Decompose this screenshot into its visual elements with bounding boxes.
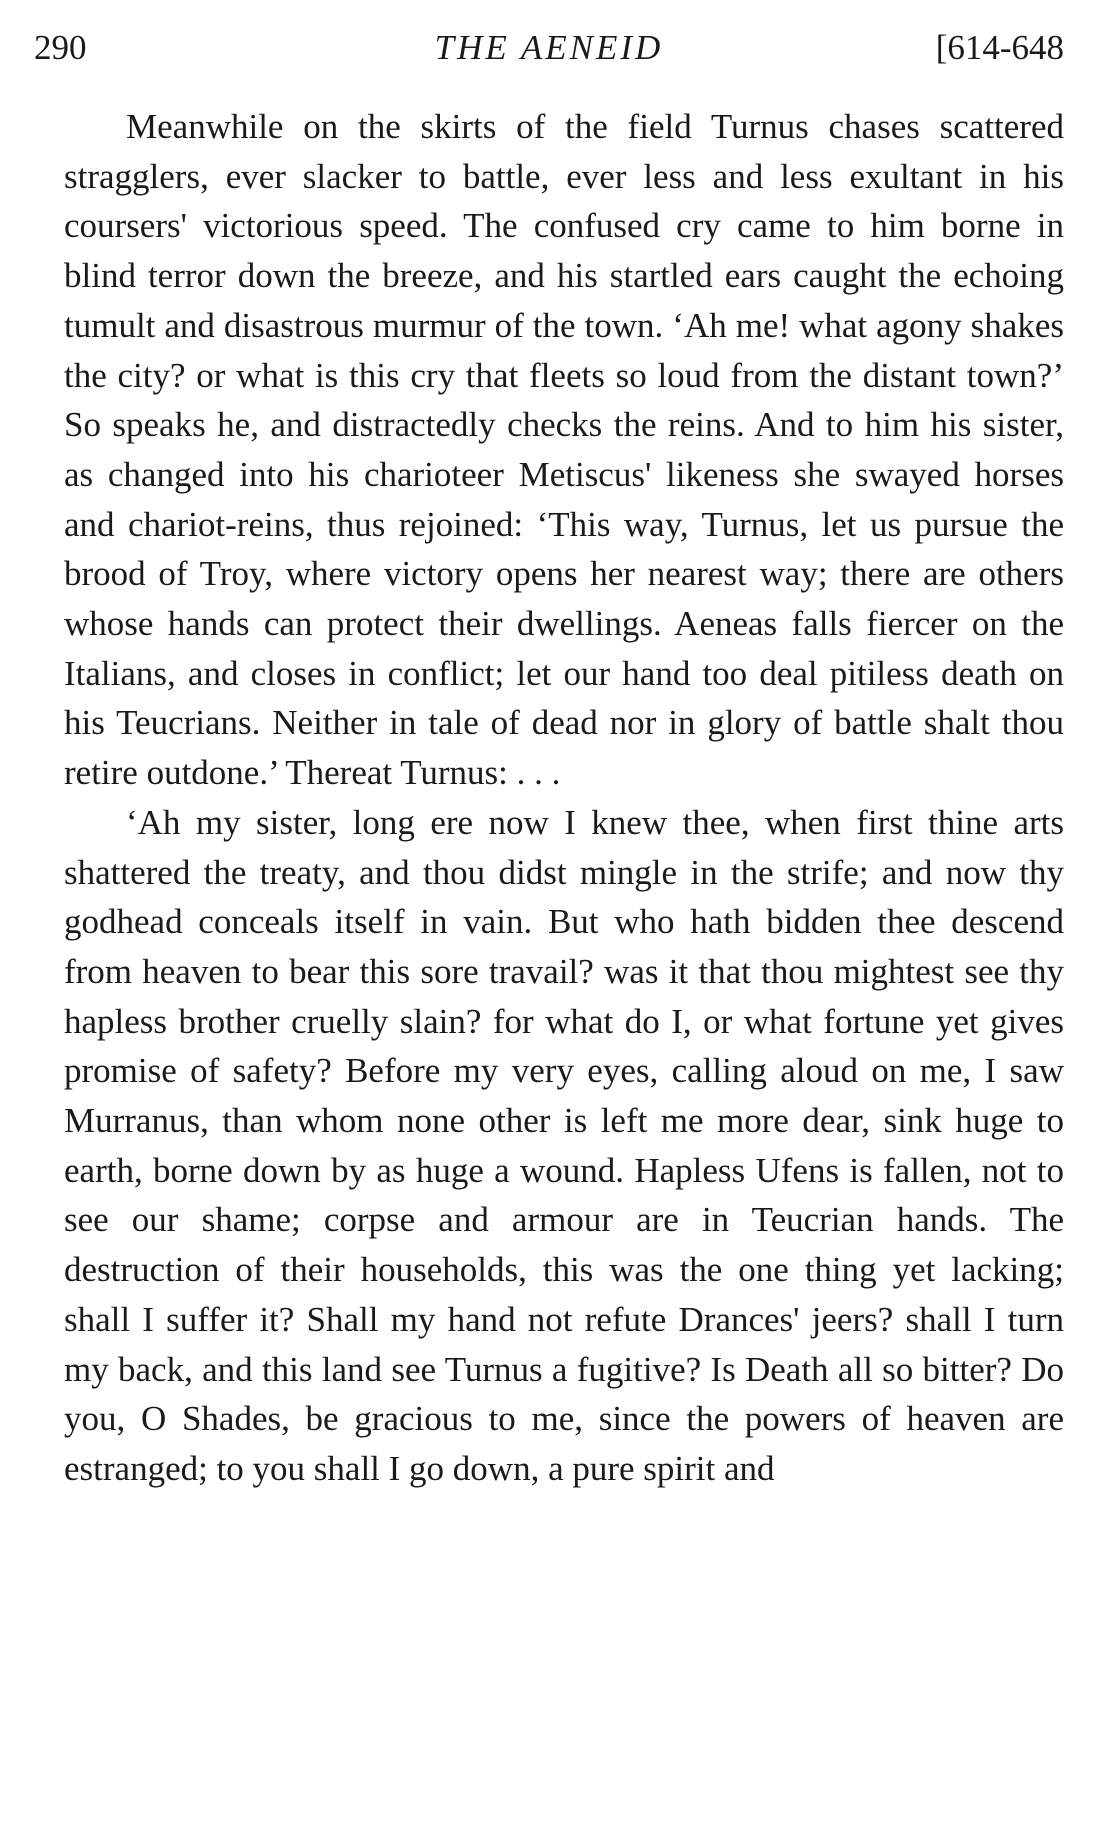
line-range: [614-648 bbox=[935, 28, 1064, 67]
running-title: THE AENEID bbox=[434, 28, 664, 67]
body-text bbox=[64, 102, 1064, 1494]
page-header bbox=[34, 28, 1064, 74]
page-number: 290 bbox=[34, 28, 87, 67]
paragraph-turnus-speech: ‘Ah my sister, long ere now I knew thee, when first thine arts shattered the treaty, and thou didst mingle in the strife; and now thy godhead conceals itself in vain. But who hath bidden thee descend from heaven to bear this sore travail? was it that thou mightest see thy hapless brother cruelly slain? for what do I, or what fortune yet gives promise of safety? Before my very eyes, calling aloud on me, I saw Murranus, than whom none other is left me more dear, sink huge to earth, borne down by as huge a wound. Hapless Ufens is fallen, not to see our shame; corpse and armour are in Teucrian hands. The destruction of their households, this was the one thing yet lacking; shall I suffer it? Shall my hand not refute Drances' jeers? shall I turn my back, and this land see Turnus a fugitive? Is Death all so bitter? Do you, O Shades, be gracious to me, since the powers of heaven are estranged; to you shall I go down, a pure spirit and bbox=[64, 802, 1064, 1488]
paragraph-turnus-chases: Meanwhile on the skirts of the field Turnus chases scattered stragglers, ever slacker to battle, ever less and less exultant in his coursers' victorious speed. The confused cry came to him borne in blind terror down the breeze, and his startled ears caught the echoing tumult and disastrous murmur of the town. ‘Ah me! what agony shakes the city? or what is this cry that fleets so loud from the distant town?’ So speaks he, and distractedly checks the reins. And to him his sister, as changed into his charioteer Metiscus' likeness she swayed horses and chariot-reins, thus rejoined: ‘This way, Turnus, let us pursue the brood of Troy, where victory opens her nearest way; there are others whose hands can protect their dwellings. Aeneas falls fiercer on the Italians, and closes in conflict; let our hand too deal pitiless death on his Teucrians. Neither in tale of dead nor in glory of battle shalt thou retire outdone.’ Thereat Turnus: . . . bbox=[64, 107, 1064, 793]
